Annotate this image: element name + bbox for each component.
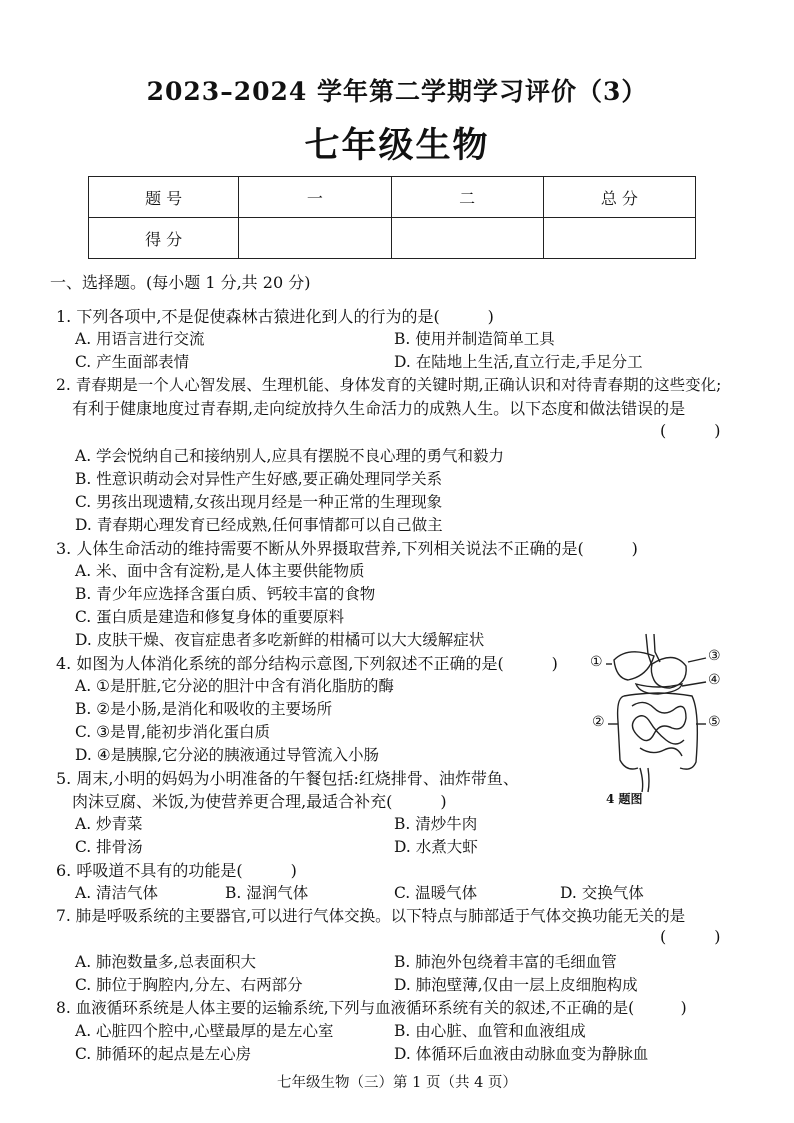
option-c: C. 排骨汤 xyxy=(75,838,143,856)
figure-label-5: ⑤ xyxy=(708,714,721,730)
option-a: A. 米、面中含有淀粉,是人体主要供能物质 xyxy=(75,562,365,580)
question-stem: 8. 血液循环系统是人体主要的运输系统,下列与血液循环系统有关的叙述,不正确的是( ) xyxy=(56,999,687,1017)
option-d: D. 体循环后血液由动脉血变为静脉血 xyxy=(394,1045,649,1063)
option-b: B. 肺泡外包绕着丰富的毛细血管 xyxy=(394,953,617,971)
score-cell xyxy=(239,218,391,259)
score-cell xyxy=(391,218,543,259)
question-stem: 6. 呼吸道不具有的功能是( ) xyxy=(56,861,297,880)
option-b: B. ②是小肠,是消化和吸收的主要场所 xyxy=(75,700,333,718)
option-b: B. 清炒牛肉 xyxy=(394,815,478,833)
score-cell: 得 分 xyxy=(89,218,239,259)
option-a: A. ①是肝脏,它分泌的胆汁中含有消化脂肪的酶 xyxy=(75,677,394,695)
score-table-header-row xyxy=(89,177,696,218)
option-a: A. 用语言进行交流 xyxy=(75,330,205,348)
option-d: D. 交换气体 xyxy=(560,884,644,902)
question-stem: 3. 人体生命活动的维持需要不断从外界摄取营养,下列相关说法不正确的是( ) xyxy=(56,539,638,558)
question-stem: 5. 周末,小明的妈妈为小明准备的午餐包括:红烧排骨、油炸带鱼、 xyxy=(56,769,519,788)
exam-subtitle: 七年级生物 xyxy=(304,125,490,166)
score-cell: 总 分 xyxy=(543,177,695,218)
option-c: C. 肺位于胸腔内,分左、右两部分 xyxy=(75,976,303,994)
option-c: C. 蛋白质是建造和修复身体的重要原料 xyxy=(75,608,345,626)
option-a: A. 炒青菜 xyxy=(75,815,143,833)
option-c: C. ③是胃,能初步消化蛋白质 xyxy=(75,723,270,741)
answer-paren: ( ) xyxy=(660,927,721,946)
figure-caption: 4 题图 xyxy=(606,792,643,806)
option-d: D. 肺泡壁薄,仅由一层上皮细胞构成 xyxy=(394,976,638,994)
option-a: A. 肺泡数量多,总表面积大 xyxy=(75,953,256,971)
score-cell xyxy=(543,218,695,259)
score-cell: 一 xyxy=(239,177,391,218)
option-c: C. 男孩出现遗精,女孩出现月经是一种正常的生理现象 xyxy=(75,493,443,511)
option-c: C. 产生面部表情 xyxy=(75,353,190,371)
option-a: A. 心脏四个腔中,心壁最厚的是左心室 xyxy=(75,1022,334,1040)
option-a: A. 清洁气体 xyxy=(75,884,159,902)
option-b: B. 使用并制造简单工具 xyxy=(394,330,555,348)
figure-label-3: ③ xyxy=(708,648,721,664)
score-table xyxy=(88,176,696,259)
option-d: D. 皮肤干燥、夜盲症患者多吃新鲜的柑橘可以大大缓解症状 xyxy=(75,631,485,649)
option-a: A. 学会悦纳自己和接纳别人,应具有摆脱不良心理的勇气和毅力 xyxy=(75,447,504,465)
question-stem: 肉沫豆腐、米饭,为使营养更合理,最适合补充( ) xyxy=(72,792,447,811)
option-b: B. 性意识萌动会对异性产生好感,要正确处理同学关系 xyxy=(75,470,443,488)
question-stem: 4. 如图为人体消化系统的部分结构示意图,下列叙述不正确的是( ) xyxy=(56,654,558,673)
page-footer: 七年级生物（三）第 1 页（共 4 页） xyxy=(277,1075,517,1091)
option-d: D. 青春期心理发育已经成熟,任何事情都可以自己做主 xyxy=(75,516,443,534)
option-c: C. 温暖气体 xyxy=(394,884,478,902)
section-heading: 一、选择题。(每小题 1 分,共 20 分) xyxy=(50,273,311,292)
score-table-score-row xyxy=(89,218,696,259)
digestive-system-figure xyxy=(588,632,738,797)
question-stem: 7. 肺是呼吸系统的主要器官,可以进行气体交换。以下特点与肺部适于气体交换功能无关的是 xyxy=(56,907,686,925)
figure-label-2: ② xyxy=(592,714,605,730)
option-c: C. 肺循环的起点是左心房 xyxy=(75,1045,252,1063)
option-d: D. ④是胰腺,它分泌的胰液通过导管流入小肠 xyxy=(75,746,380,764)
question-stem: 有利于健康地度过青春期,走向绽放持久生命活力的成熟人生。以下态度和做法错误的是 xyxy=(72,399,686,418)
question-stem: 1. 下列各项中,不是促使森林古猿进化到人的行为的是( ) xyxy=(56,307,494,326)
figure-label-1: ① xyxy=(590,654,603,670)
exam-title: 2023–2024 学年第二学期学习评价（3） xyxy=(146,77,648,106)
question-stem: 2. 青春期是一个人心智发展、生理机能、身体发育的关键时期,正确认识和对待青春期的这些变化; xyxy=(56,376,722,394)
option-b: B. 青少年应选择含蛋白质、钙较丰富的食物 xyxy=(75,585,376,603)
option-d: D. 水煮大虾 xyxy=(394,838,478,856)
figure-label-4: ④ xyxy=(708,672,721,688)
option-b: B. 由心脏、血管和血液组成 xyxy=(394,1022,586,1040)
option-d: D. 在陆地上生活,直立行走,手足分工 xyxy=(394,353,643,371)
option-b: B. 湿润气体 xyxy=(225,884,309,902)
answer-paren: ( ) xyxy=(660,421,721,440)
score-cell: 二 xyxy=(391,177,543,218)
score-cell: 题 号 xyxy=(89,177,239,218)
